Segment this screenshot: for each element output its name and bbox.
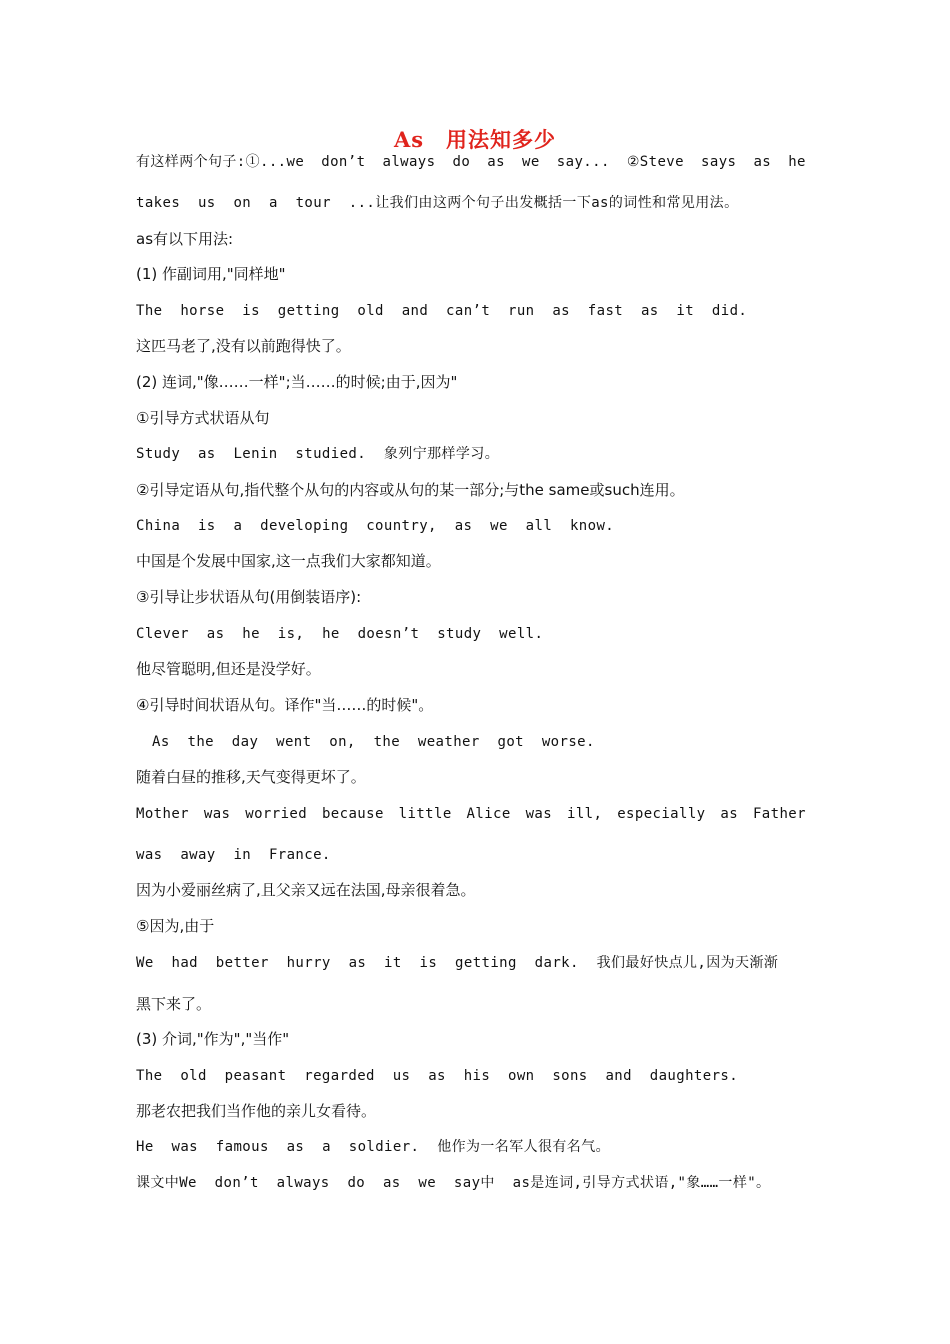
intro-line-1 xyxy=(136,152,806,172)
section-2-sub2-example-en: China is a developing country, as we all know. xyxy=(136,518,615,534)
section-2-sub5-example-line2: 黑下来了。 xyxy=(136,995,212,1013)
intro-line-1-word: always xyxy=(382,154,436,170)
section-2-sub3-example-cn: 他尽管聪明,但还是没学好。 xyxy=(136,660,321,678)
section-2-sub5-example-line1: We had better hurry as it is getting dark. 我们最好快点儿,因为天渐渐 xyxy=(136,955,779,971)
section-1-example-en: The horse is getting old and can’t run as fast as it did. xyxy=(136,303,748,319)
sub4-example2-line1-word: was xyxy=(525,806,553,822)
sub4-example2-line1-word: as xyxy=(720,806,739,822)
intro-line-1-word: he xyxy=(788,154,806,170)
section-2-sub3-example-en: Clever as he is, he doesn’t study well. xyxy=(136,626,544,642)
section-2-sub1-heading: ①引导方式状语从句 xyxy=(136,409,270,427)
sub4-example2-line1-word: Mother xyxy=(136,806,189,822)
section-2-sub4-example2-en-line2: was away in France. xyxy=(136,847,331,863)
conclusion: 课文中We don’t always do as we say中 as是连词,引导方式状语,"象……一样"。 xyxy=(136,1175,771,1191)
section-2-sub4-example-en: As the day went on, the weather got worse. xyxy=(152,734,595,750)
section-2-sub2-heading: ②引导定语从句,指代整个从句的内容或从句的某一部分;与the same或such连用。 xyxy=(136,481,685,499)
section-2-sub4-example-cn: 随着白昼的推移,天气变得更坏了。 xyxy=(136,768,366,786)
sub4-example2-line1-word: Father xyxy=(752,806,806,822)
intro-line-1-word: as xyxy=(753,154,772,170)
section-2-sub4-example2-en-line1 xyxy=(136,804,806,824)
section-3-example2: He was famous as a soldier. 他作为一名军人很有名气。 xyxy=(136,1139,611,1155)
sub4-example2-line1-word: worried xyxy=(245,806,308,822)
section-3-heading: (3) 介词,"作为","当作" xyxy=(136,1030,290,1048)
section-2-sub2-example-cn: 中国是个发展中国家,这一点我们大家都知道。 xyxy=(136,552,441,570)
sub4-example2-line1-word: because xyxy=(321,806,384,822)
intro-line-1-word: do xyxy=(452,154,471,170)
section-2-sub1-example: Study as Lenin studied. 象列宁那样学习。 xyxy=(136,446,500,462)
section-1-example-cn: 这匹马老了,没有以前跑得快了。 xyxy=(136,337,351,355)
intro-line-1-word: says xyxy=(701,154,737,170)
sub4-example2-line1-word: Alice xyxy=(466,806,511,822)
sub4-example2-line1-word: ill, xyxy=(566,806,603,822)
intro-line-1-word: ②Steve xyxy=(626,154,684,170)
usage-heading: as有以下用法: xyxy=(136,230,234,248)
intro-line-1-word: as xyxy=(487,154,505,170)
section-2-sub3-heading: ③引导让步状语从句(用倒装语序): xyxy=(136,588,362,606)
intro-line-1-word: say... xyxy=(556,154,610,170)
sub4-example2-line1-word: little xyxy=(398,806,452,822)
section-2-sub4-example2-cn: 因为小爱丽丝病了,且父亲又远在法国,母亲很着急。 xyxy=(136,881,476,899)
section-2-heading: (2) 连词,"像……一样";当……的时候;由于,因为" xyxy=(136,373,458,391)
section-2-sub4-heading: ④引导时间状语从句。译作"当……的时候"。 xyxy=(136,696,434,714)
section-2-sub5-heading: ⑤因为,由于 xyxy=(136,917,215,935)
intro-line-2: takes us on a tour ...让我们由这两个句子出发概括一下as的词性和常见用法。 xyxy=(136,195,739,211)
sub4-example2-line1-word: was xyxy=(203,806,231,822)
page-title: As 用法知多少 xyxy=(393,127,557,152)
section-3-example1-cn: 那老农把我们当作他的亲儿女看待。 xyxy=(136,1102,377,1120)
intro-line-1-word: 有这样两个句子:①...we xyxy=(136,154,305,170)
section-1-heading: (1) 作副词用,"同样地" xyxy=(136,265,286,283)
intro-line-1-word: we xyxy=(522,154,540,170)
section-3-example1-en: The old peasant regarded us as his own sons and daughters. xyxy=(136,1068,739,1084)
sub4-example2-line1-word: especially xyxy=(617,806,706,822)
intro-line-1-word: don’t xyxy=(321,154,366,170)
